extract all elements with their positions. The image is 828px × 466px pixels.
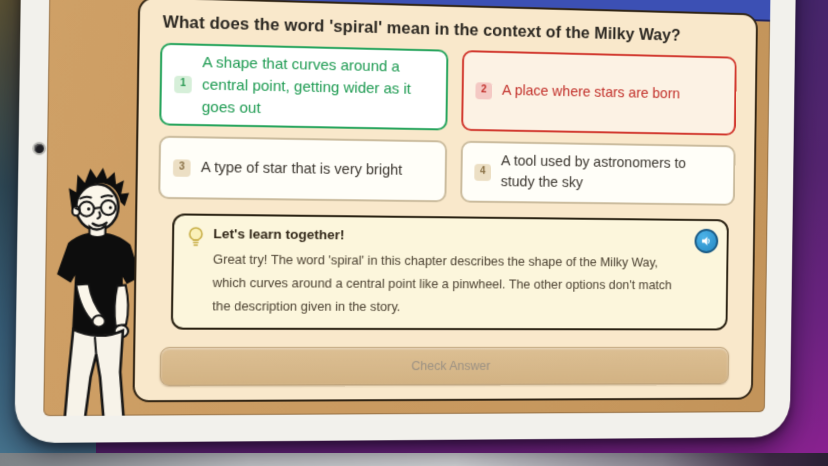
feedback-body: Great try! The word 'spiral' in this chapter describes the shape of the Milky Way, which curves around a central point like a pinwheel. The other options don't match the description given in the story. [212, 251, 672, 315]
desk-edge [0, 453, 828, 466]
question-text: What does the word 'spiral' mean in the context of the Milky Way? [162, 13, 681, 45]
option-4-number-badge: 4 [474, 164, 491, 181]
lightbulb-icon [187, 226, 204, 249]
option-1-number-badge: 1 [174, 76, 192, 94]
option-3-label: A type of star that is very bright [200, 159, 403, 179]
option-2-number-badge: 2 [475, 82, 492, 99]
option-3[interactable] [158, 136, 447, 203]
option-4[interactable] [460, 141, 735, 206]
option-1-correct[interactable] [159, 43, 448, 131]
options-grid [158, 43, 737, 206]
student-character-illustration [44, 153, 138, 416]
option-2-incorrect[interactable] [461, 50, 737, 136]
quiz-card [132, 0, 758, 402]
option-4-label: A tool used by astronomers to study the sky [500, 153, 687, 192]
option-2-label: A place where stars are born [501, 82, 681, 103]
tablet-device [14, 0, 796, 443]
audio-button[interactable] [694, 229, 718, 254]
app-screen [43, 0, 771, 416]
camera-icon [34, 144, 44, 153]
speaker-icon [701, 236, 712, 247]
option-1-label: A shape that curves around a central point, getting wider as it goes out [201, 53, 412, 117]
feedback-title: Let's learn together! [213, 226, 345, 243]
feedback-panel [171, 214, 729, 331]
check-answer-button[interactable]: Check Answer [160, 347, 729, 386]
option-3-number-badge: 3 [173, 159, 191, 177]
